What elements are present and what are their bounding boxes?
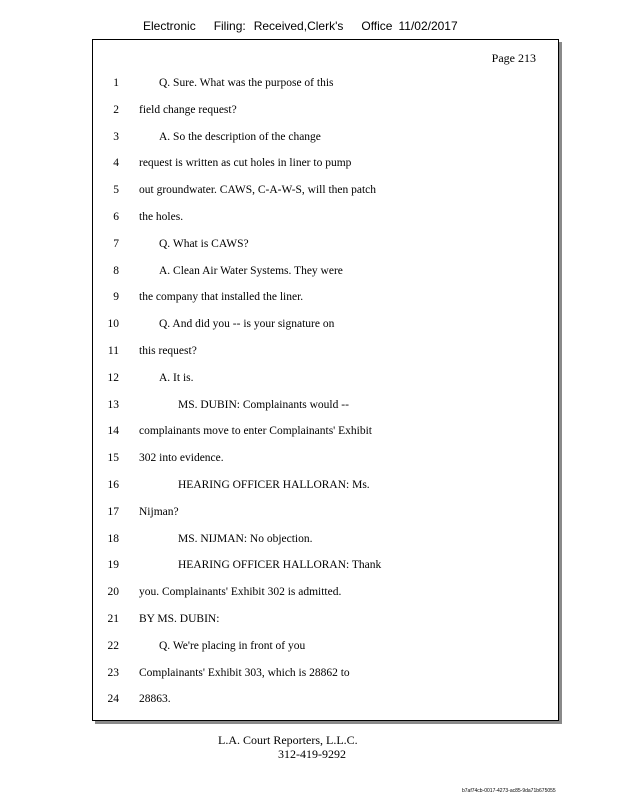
- transcript-line: [93, 131, 558, 147]
- line-text: the holes.: [139, 211, 184, 223]
- line-text: MS. NIJMAN: No objection.: [178, 532, 313, 545]
- court-reporter-phone: 312-419-9292: [278, 747, 346, 761]
- line-number: 18: [107, 532, 119, 545]
- line-number: 10: [107, 318, 119, 331]
- document-hash: b7af74cb-0017-4273-ac85-9da71b675055: [462, 788, 556, 794]
- line-number: 5: [113, 184, 119, 197]
- transcript-line: [93, 533, 558, 549]
- transcript-line: [93, 318, 558, 334]
- line-text: you. Complainants' Exhibit 302 is admitted.: [139, 586, 342, 599]
- line-number: 3: [113, 130, 119, 143]
- transcript-line: [93, 184, 558, 200]
- transcript-page: [92, 39, 559, 721]
- transcript-line: [93, 211, 558, 227]
- transcript-line: [93, 506, 558, 522]
- line-text: the company that installed the liner.: [139, 291, 304, 304]
- line-number: 14: [107, 425, 119, 438]
- line-text: out groundwater. CAWS, C-A-W-S, will then patch: [139, 184, 377, 197]
- filing-stamp-date: 11/02/2017: [398, 19, 458, 33]
- line-text: A. Clean Air Water Systems. They were: [159, 264, 343, 277]
- filing-stamp-received: Received,Clerk's: [253, 19, 344, 33]
- transcript-line: [93, 640, 558, 656]
- line-text: field change request?: [139, 103, 237, 116]
- transcript-line: [93, 372, 558, 388]
- transcript-line: [93, 345, 558, 361]
- line-text: 28863.: [139, 693, 171, 706]
- line-number: 12: [107, 371, 119, 384]
- transcript-line: [93, 586, 558, 602]
- transcript-line: [93, 104, 558, 120]
- line-number: 17: [107, 505, 119, 518]
- line-text: this request?: [139, 345, 197, 357]
- transcript-line: [93, 77, 558, 93]
- line-number: 4: [113, 157, 119, 170]
- line-text: MS. DUBIN: Complainants would --: [178, 398, 349, 411]
- transcript-line: [93, 452, 558, 468]
- line-text: BY MS. DUBIN:: [139, 613, 220, 625]
- line-text: Complainants' Exhibit 303, which is 28862 to: [139, 666, 350, 679]
- line-number: 8: [113, 264, 119, 277]
- line-text: HEARING OFFICER HALLORAN: Thank: [178, 559, 382, 572]
- line-number: 22: [107, 639, 119, 652]
- line-text: A. So the description of the change: [159, 130, 321, 143]
- line-text: 302 into evidence.: [139, 452, 224, 465]
- line-number: 7: [113, 237, 119, 250]
- line-number: 20: [107, 586, 119, 599]
- line-number: 13: [107, 398, 119, 411]
- line-number: 21: [107, 613, 119, 625]
- transcript-line: [93, 238, 558, 254]
- line-text: complainants move to enter Complainants' Exhibit: [139, 425, 372, 438]
- line-number: 16: [107, 479, 119, 491]
- line-text: Nijman?: [139, 505, 179, 518]
- line-number: 15: [107, 452, 119, 465]
- filing-stamp-electronic: Electronic: [143, 19, 196, 33]
- line-number: 24: [107, 693, 119, 706]
- line-text: Q. Sure. What was the purpose of this: [159, 77, 334, 89]
- transcript-line: [93, 291, 558, 307]
- line-number: 11: [107, 345, 119, 357]
- line-text: HEARING OFFICER HALLORAN: Ms.: [178, 479, 370, 491]
- line-text: Q. We're placing in front of you: [159, 639, 306, 652]
- line-text: Q. And did you -- is your signature on: [159, 318, 335, 331]
- court-reporter-name: L.A. Court Reporters, L.L.C.: [218, 733, 358, 747]
- line-number: 2: [113, 103, 119, 116]
- transcript-line: [93, 265, 558, 281]
- filing-stamp-filing: Filing:: [213, 19, 246, 33]
- line-text: Q. What is CAWS?: [159, 237, 249, 250]
- transcript-line: [93, 157, 558, 173]
- transcript-line: [93, 425, 558, 441]
- transcript-line: [93, 479, 558, 495]
- transcript-line: [93, 693, 558, 709]
- line-text: request is written as cut holes in liner to pump: [139, 157, 352, 170]
- page-number: Page 213: [491, 51, 536, 65]
- transcript-line: [93, 559, 558, 575]
- line-text: A. It is.: [159, 371, 194, 384]
- line-number: 1: [113, 77, 119, 89]
- line-number: 6: [113, 211, 119, 223]
- line-number: 23: [107, 666, 119, 679]
- filing-stamp-header: [143, 19, 458, 33]
- transcript-line: [93, 399, 558, 415]
- transcript-line: [93, 667, 558, 683]
- line-number: 9: [113, 291, 119, 304]
- transcript-line: [93, 613, 558, 629]
- filing-stamp-office: Office: [361, 19, 393, 33]
- line-number: 19: [107, 559, 119, 572]
